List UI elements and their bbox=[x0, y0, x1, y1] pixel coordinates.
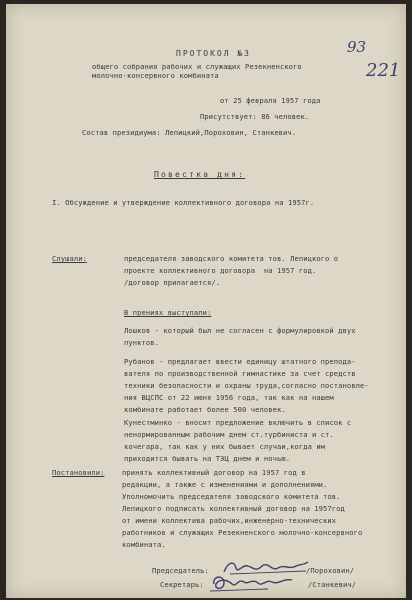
debate-p3-line-4: приходится бывать на ТЭЦ днем и ночью. bbox=[124, 454, 291, 463]
secretary-label: Секретарь: bbox=[160, 580, 204, 589]
debate-p2-line-2: вателя по производственной гимнастике за счет средств bbox=[124, 369, 356, 378]
chair-name: /Пороховин/ bbox=[306, 566, 355, 575]
resolved-label: Постановили: bbox=[52, 468, 105, 477]
debate-p2-line-4: ния ВЦСПС от 22 июня 1956 года, так как на нашем bbox=[124, 393, 334, 402]
attendance: Присутствует: 86 человек. bbox=[200, 112, 310, 121]
chair-label: Председатель: bbox=[152, 566, 209, 575]
archive-number-top: 93 bbox=[347, 38, 367, 56]
debate-p3-line-3: кочегара, так как у них бывает случаи,когда им bbox=[124, 442, 326, 451]
heard-line-1: председателя заводского комитета тов. Лепицкого о bbox=[124, 254, 339, 263]
debate-p3-line-2: ненормированным рабочим днем ст.турбиниста и ст. bbox=[124, 430, 334, 439]
debate-p1-line-1: Лошков - который был не согласен с формулировкой двух bbox=[124, 326, 356, 335]
header-line-1: общего собрания рабочих и служащих Резекненского bbox=[92, 62, 302, 71]
resolved-line-3: Уполномочить председателя заводского комитета тов. bbox=[122, 492, 341, 501]
archive-number-main: 221 bbox=[366, 60, 401, 81]
heard-line-2: проекте коллективного договора на 1957 год. bbox=[124, 266, 317, 275]
secretary-name: /Станкевич/ bbox=[308, 580, 357, 589]
debate-p2-line-1: Рубанов - предлагает ввести единицу штатного препода- bbox=[124, 357, 356, 366]
agenda-item-1: I. Обсуждение и утверждение коллективного договора на 1957г. bbox=[52, 198, 315, 207]
agenda-heading: Повестка дня: bbox=[154, 170, 246, 179]
heard-line-3: /договор прилагается/. bbox=[124, 278, 221, 287]
resolved-line-1: принять коллективный договор на 1957 год в bbox=[122, 468, 306, 477]
resolved-line-6: работников и служащих Резекненского молочно-консервного bbox=[122, 528, 363, 537]
secretary-signature bbox=[208, 572, 298, 594]
resolved-line-2: редакции, а также с изменениями и дополнениями. bbox=[122, 480, 328, 489]
header-line-2: молочно-консервного комбината bbox=[92, 71, 219, 80]
resolved-line-7: комбината. bbox=[122, 540, 166, 549]
resolved-line-5: от имени коллектива рабочих,инженерно-технических bbox=[122, 516, 337, 525]
debate-p3-line-1: Кунестминко - вносит предложение включить в список с bbox=[124, 418, 352, 427]
debate-label: В прениях выступали: bbox=[124, 308, 212, 317]
debate-p2-line-3: техники безопасности и охраны труда,согласно постановле- bbox=[124, 381, 369, 390]
debate-p1-line-2: пунктов. bbox=[124, 338, 159, 347]
meeting-date: от 25 февраля 1957 года bbox=[220, 96, 321, 105]
document-page bbox=[6, 4, 406, 598]
presidium: Состав президиума: Лепицкий,Пороховин, Станкевич. bbox=[82, 128, 297, 137]
document-title: ПРОТОКОЛ №3 bbox=[176, 49, 251, 58]
heard-label: Слушали: bbox=[52, 254, 87, 263]
debate-p2-line-5: комбинате работает более 500 человек. bbox=[124, 405, 286, 414]
resolved-line-4: Лепицкого подписать коллективный договор на 1957год bbox=[122, 504, 345, 513]
